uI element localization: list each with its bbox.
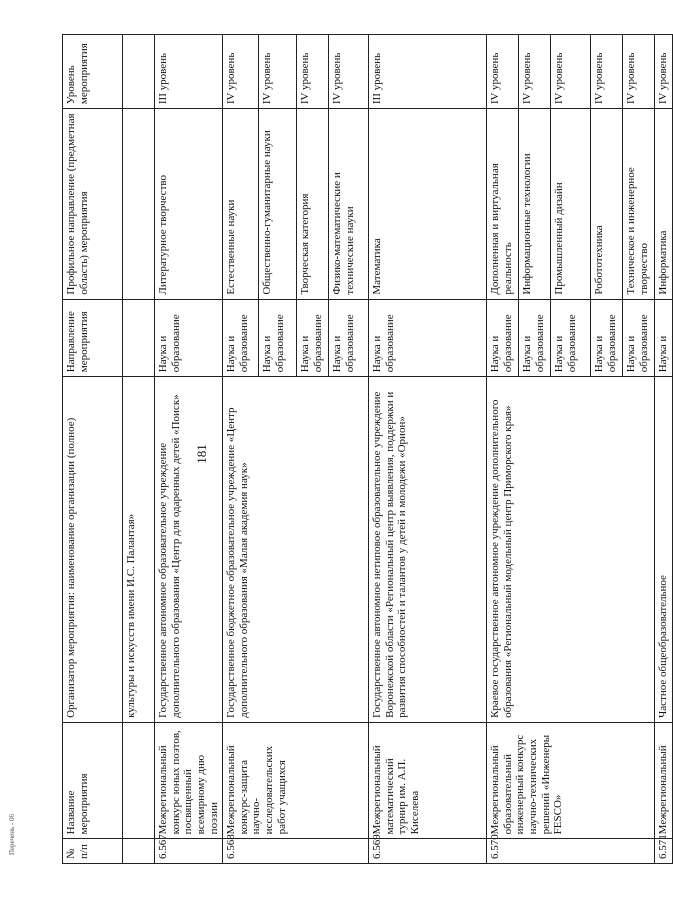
cell-direction: Наука и образование (487, 299, 519, 377)
header-direction: Направление мероприятия (63, 299, 123, 377)
cell-direction: Наука и образование (259, 299, 297, 377)
cell-level: IV уровень (223, 35, 259, 109)
cell-name: Межрегиональный образовательный инженерный конкурс научно-технических решений «Инженеры FESCO» (487, 722, 655, 838)
header-profile: Профильное направление (предметная область) мероприятия (63, 109, 123, 299)
table-row (155, 35, 223, 864)
cell-level: IV уровень (623, 35, 655, 109)
cell-direction: Наука и образование (623, 299, 655, 377)
cell-direction: Наука и образование (591, 299, 623, 377)
footer-note: Перечень - 06 (8, 814, 16, 855)
table-row (487, 35, 519, 864)
cell-profile: Информационные технологии (519, 109, 551, 299)
cell-name: Межрегиональный математический турнир им. А.П. Киселева (369, 722, 487, 838)
header-level: Уровень мероприятия (63, 35, 123, 109)
cell-profile: Естественные науки (223, 109, 259, 299)
cell-direction: Наука и образование (297, 299, 329, 377)
table-row (223, 35, 259, 864)
rotated-table-frame (62, 34, 670, 864)
cell-direction: Наука и образование (551, 299, 591, 377)
continuation-org: культуры и искусств имени И.С. Палантая» (123, 377, 155, 723)
last-cell-prof: Информатика (655, 109, 673, 299)
cell-org: Краевое государственное автономное учреждение дополнительного образования «Региональный модельный центр Приморского края» (487, 377, 655, 723)
cell-profile: Общественно-гуманитарные науки (259, 109, 297, 299)
events-table (62, 34, 673, 864)
cell-level: IV уровень (591, 35, 623, 109)
cell-num: 6.568 (223, 839, 369, 864)
cell-level: III уровень (369, 35, 487, 109)
header-num: № п/п (63, 839, 123, 864)
cell-direction: Наука и образование (223, 299, 259, 377)
cell-level: IV уровень (487, 35, 519, 109)
cell-level: IV уровень (519, 35, 551, 109)
cell-name: Межрегиональный конкурс-защита научно-исследовательских работ учащихся (223, 722, 369, 838)
last-cell-dir: Наука и (655, 299, 673, 377)
cell-level: IV уровень (259, 35, 297, 109)
cell-org: Государственное автономное образовательное учреждение дополнительного образования «Центр для одаренных детей «Поиск» (155, 377, 223, 723)
cell-level: IV уровень (297, 35, 329, 109)
cell-profile: Промышленный дизайн (551, 109, 591, 299)
cell-profile: Физико-математические и технические науки (329, 109, 369, 299)
cell-profile: Дополненная и виртуальная реальность (487, 109, 519, 299)
cell-name: Межрегиональный конкурс юных поэтов, посвященный всемирному дню поэзии (155, 722, 223, 838)
cell-num: 6.567 (155, 839, 223, 864)
table-row-last (655, 35, 673, 864)
last-cell-lvl: IV уровень (655, 35, 673, 109)
cell-profile: Техническое и инженерное творчество (623, 109, 655, 299)
last-cell-name: Межрегиональный (655, 722, 673, 838)
continuation-row (123, 35, 155, 864)
cell-profile: Математика (369, 109, 487, 299)
cell-level: IV уровень (329, 35, 369, 109)
last-cell-num: 6.571 (655, 839, 673, 864)
header-org: Организатор мероприятия: наименование организации (полное) (63, 377, 123, 723)
cell-profile: Творческая категория (297, 109, 329, 299)
page-number: 181 (194, 444, 209, 464)
header-name: Название мероприятия (63, 722, 123, 838)
table-body (123, 35, 673, 864)
cell-level: IV уровень (551, 35, 591, 109)
cell-direction: Наука и образование (369, 299, 487, 377)
cell-org: Государственное автономное нетиповое образовательное учреждение Воронежской области «Региональный центр выявления, поддержки и развития способностей и талантов у детей и молодежи «Орион» (369, 377, 487, 723)
cell-direction: Наука и образование (329, 299, 369, 377)
cell-org: Государственное бюджетное образовательное учреждение «Центр дополнительного образования «Малая академия наук» (223, 377, 369, 723)
cell-num: 6.570 (487, 839, 655, 864)
cell-profile: Литературное творчество (155, 109, 223, 299)
last-cell-org: Частное общеобразовательное (655, 377, 673, 723)
cell-direction: Наука и образование (155, 299, 223, 377)
table-row (369, 35, 487, 864)
cell-level: III уровень (155, 35, 223, 109)
cell-profile: Робототехника (591, 109, 623, 299)
cell-num: 6.569 (369, 839, 487, 864)
cell-direction: Наука и образование (519, 299, 551, 377)
table-header-row (63, 35, 123, 864)
